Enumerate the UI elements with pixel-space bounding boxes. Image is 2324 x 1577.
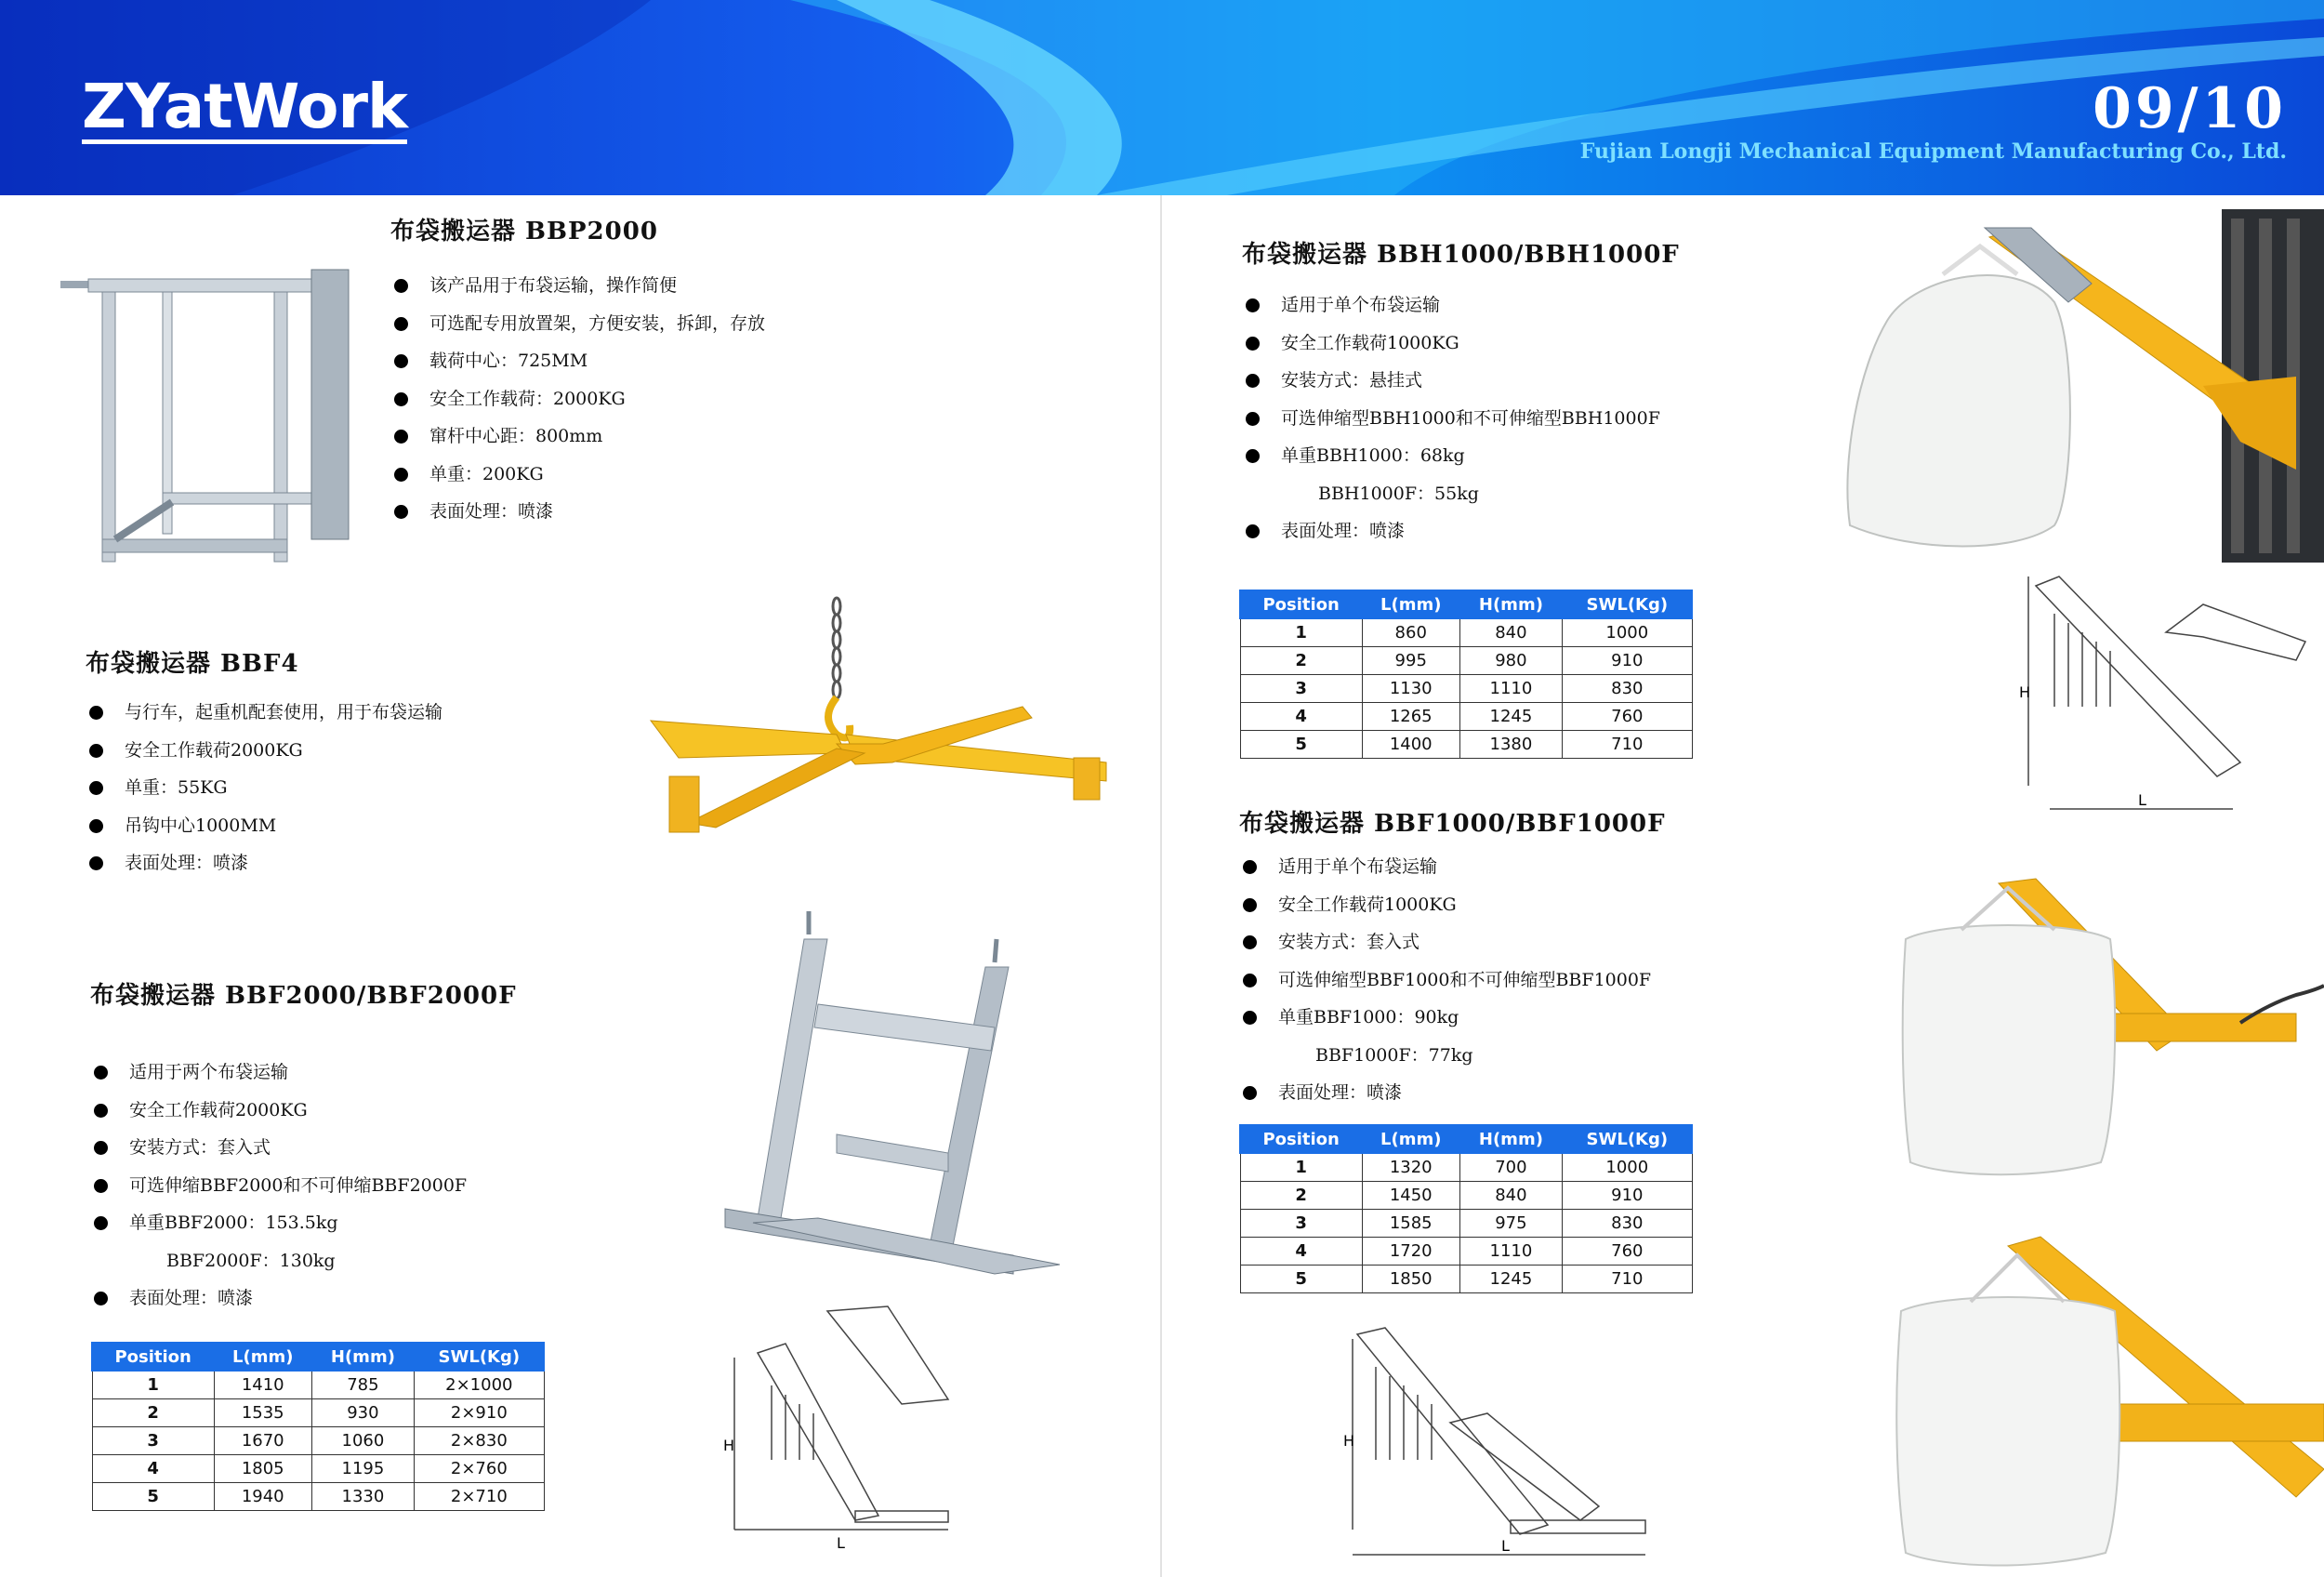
bbp2000-section — [390, 212, 765, 531]
table-row: 4 1720 1110 760 — [1240, 1237, 1692, 1265]
table-header-cell: H(mm) — [1459, 590, 1562, 618]
table-row: 1 860 840 1000 — [1240, 618, 1692, 646]
bullet-dot-icon — [94, 1104, 108, 1118]
bbh1000-bullet: 适用于单个布袋运输 — [1242, 286, 1680, 325]
bbh1000-bullet: 安全工作载荷1000KG — [1242, 325, 1680, 363]
bullet-dot-icon — [1246, 337, 1260, 351]
bbh1000-bullet: 表面处理：喷漆 — [1242, 512, 1680, 550]
bbf1000-spec-table — [1239, 1124, 1693, 1293]
table-row: 5 1940 1330 2×710 — [92, 1482, 544, 1510]
bbf1000-bullet: 可选伸缩型BBF1000和不可伸缩型BBF1000F — [1239, 961, 1666, 1000]
table-row: 2 1450 840 910 — [1240, 1181, 1692, 1209]
bbf1000-bullet: 单重BBF1000：90kg — [1239, 999, 1666, 1037]
table-row: 3 1585 975 830 — [1240, 1209, 1692, 1237]
bullet-dot-icon — [1246, 374, 1260, 388]
bbf2000-title: 布袋搬运器 BBF2000/BBF2000F — [90, 982, 517, 1010]
table-header-cell: Position — [1240, 590, 1362, 618]
bbf2000-sub-item: BBF2000F：130kg — [166, 1250, 336, 1271]
bullet-dot-icon — [94, 1179, 108, 1193]
bullet-dot-icon — [89, 744, 103, 758]
bbf1000-bullet: 表面处理：喷漆 — [1239, 1074, 1666, 1112]
bbf2000-spec-table — [91, 1342, 545, 1511]
bbf1000-product-image — [1887, 865, 2324, 1181]
bbf1000-sub-item: BBF1000F：77kg — [1315, 1044, 1473, 1066]
table-header-cell: SWL(Kg) — [415, 1343, 544, 1371]
bbh1000-section — [1242, 235, 1680, 550]
table-row: 4 1265 1245 760 — [1240, 702, 1692, 730]
bbf2000-bullet: 适用于两个布袋运输 — [90, 1054, 517, 1092]
bbf1000-bullet: 安装方式：套入式 — [1239, 923, 1666, 961]
bbp2000-bullet: 窜杆中心距：800mm — [390, 417, 765, 456]
bbh1000-dimension-diagram — [2017, 567, 2324, 818]
bbf2000-bullet: 安装方式：套入式 — [90, 1129, 517, 1167]
table-header-cell: SWL(Kg) — [1563, 1125, 1692, 1153]
bullet-dot-icon — [1243, 1011, 1257, 1025]
bullet-dot-icon — [89, 856, 103, 870]
bbf4-title: 布袋搬运器 BBF4 — [86, 650, 299, 678]
bullet-dot-icon — [394, 505, 408, 519]
bbf1000-title: 布袋搬运器 BBF1000/BBF1000F — [1239, 810, 1666, 838]
bullet-dot-icon — [94, 1216, 108, 1230]
table-header-cell: Position — [1240, 1125, 1362, 1153]
bullet-dot-icon — [1246, 298, 1260, 312]
bullet-dot-icon — [394, 279, 408, 293]
diagram-h-label: H — [1343, 1432, 1355, 1450]
bullet-dot-icon — [394, 430, 408, 444]
company-name: Fujian Longji Mechanical Equipment Manufacturing Co., Ltd. — [1579, 139, 2287, 164]
page-divider — [1160, 195, 1162, 1577]
bbf4-bullet: 表面处理：喷漆 — [86, 844, 442, 882]
table-row: 5 1400 1380 710 — [1240, 730, 1692, 758]
bbh1000-bullet: 单重BBH1000：68kg — [1242, 437, 1680, 475]
bbf1000-bullet: 安全工作载荷1000KG — [1239, 886, 1666, 924]
table-row: 2 995 980 910 — [1240, 646, 1692, 674]
bullet-dot-icon — [1243, 935, 1257, 949]
bbf1000-dimension-diagram — [1329, 1320, 1655, 1571]
bbf4-product-image — [641, 595, 1125, 846]
table-header-cell: L(mm) — [1362, 590, 1459, 618]
bullet-dot-icon — [394, 468, 408, 482]
bbp2000-bullet: 载荷中心：725MM — [390, 342, 765, 380]
table-header-cell: L(mm) — [1362, 1125, 1459, 1153]
bbp2000-bullet: 安全工作载荷：2000KG — [390, 380, 765, 418]
bbp2000-title: 布袋搬运器 BBP2000 — [390, 218, 658, 245]
bbf2000-bullet: 单重BBF2000：153.5kg — [90, 1204, 517, 1242]
bullet-dot-icon — [394, 392, 408, 406]
bbp2000-bullet: 可选配专用放置架，方便安装，拆卸，存放 — [390, 305, 765, 343]
bullet-dot-icon — [394, 354, 408, 368]
bullet-dot-icon — [1243, 860, 1257, 874]
table-header-cell: Position — [92, 1343, 214, 1371]
diagram-l-label: L — [837, 1534, 845, 1552]
bbf2000-section — [90, 976, 517, 1318]
bullet-dot-icon — [1246, 524, 1260, 538]
bullet-dot-icon — [394, 317, 408, 331]
diagram-l-label: L — [2138, 791, 2146, 809]
bbh1000-bullet: 可选伸缩型BBH1000和不可伸缩型BBH1000F — [1242, 400, 1680, 438]
bullet-dot-icon — [1243, 1086, 1257, 1100]
bbf1000-section — [1239, 804, 1666, 1112]
bbf4-bullet: 吊钩中心1000MM — [86, 807, 442, 845]
bbf1000-bullet: 适用于单个布袋运输 — [1239, 848, 1666, 886]
bullet-dot-icon — [94, 1141, 108, 1155]
bbp2000-bullet: 表面处理：喷漆 — [390, 493, 765, 531]
bbp2000-product-image — [51, 260, 358, 576]
bullet-dot-icon — [89, 706, 103, 720]
diagram-h-label: H — [2019, 683, 2031, 701]
table-row: 2 1535 930 2×910 — [92, 1398, 544, 1426]
bbf4-bullet: 单重：55KG — [86, 769, 442, 807]
table-row: 4 1805 1195 2×760 — [92, 1454, 544, 1482]
bbh1000-bullet: 安装方式：悬挂式 — [1242, 362, 1680, 400]
table-row: 5 1850 1245 710 — [1240, 1265, 1692, 1292]
bullet-dot-icon — [89, 819, 103, 833]
bbf2000-dimension-diagram — [716, 1302, 995, 1553]
bullet-dot-icon — [89, 781, 103, 795]
table-header-cell: SWL(Kg) — [1563, 590, 1692, 618]
bbh1000-sub-item: BBH1000F：55kg — [1318, 483, 1479, 504]
bbf2000-bullet: 可选伸缩BBF2000和不可伸缩BBF2000F — [90, 1167, 517, 1205]
table-row: 1 1320 700 1000 — [1240, 1153, 1692, 1181]
bbp2000-bullet: 单重：200KG — [390, 456, 765, 494]
table-header-cell: H(mm) — [311, 1343, 414, 1371]
table-header-cell: H(mm) — [1459, 1125, 1562, 1153]
table-row: 3 1130 1110 830 — [1240, 674, 1692, 702]
page-header — [0, 0, 2324, 195]
bullet-dot-icon — [1246, 449, 1260, 463]
bullet-dot-icon — [1243, 974, 1257, 987]
brand-logo: ZYatWork — [82, 71, 407, 142]
bbf4-bullet: 安全工作载荷2000KG — [86, 732, 442, 770]
bullet-dot-icon — [1246, 412, 1260, 426]
diagram-h-label: H — [723, 1437, 735, 1454]
bbf2000-bullet: 安全工作载荷2000KG — [90, 1092, 517, 1130]
table-row: 3 1670 1060 2×830 — [92, 1426, 544, 1454]
table-header-cell: L(mm) — [214, 1343, 311, 1371]
table-row: 1 1410 785 2×1000 — [92, 1371, 544, 1398]
bbf2000-bullet: 表面处理：喷漆 — [90, 1279, 517, 1318]
bbf4-section — [86, 644, 442, 882]
bbf2000-product-image — [716, 902, 1078, 1292]
bbp2000-bullet: 该产品用于布袋运输，操作简便 — [390, 267, 765, 305]
bbh1000-spec-table — [1239, 590, 1693, 759]
bullet-dot-icon — [94, 1066, 108, 1080]
page-number: 09/10 — [2093, 76, 2287, 141]
bbf4-bullet: 与行车，起重机配套使用，用于布袋运输 — [86, 694, 442, 732]
diagram-l-label: L — [1501, 1537, 1510, 1555]
bbh1000-product-image — [1831, 200, 2324, 572]
bullet-dot-icon — [94, 1292, 108, 1305]
bbh1000-title: 布袋搬运器 BBH1000/BBH1000F — [1242, 241, 1680, 269]
bbf1000-product-image-alt — [1887, 1218, 2324, 1577]
bullet-dot-icon — [1243, 898, 1257, 912]
